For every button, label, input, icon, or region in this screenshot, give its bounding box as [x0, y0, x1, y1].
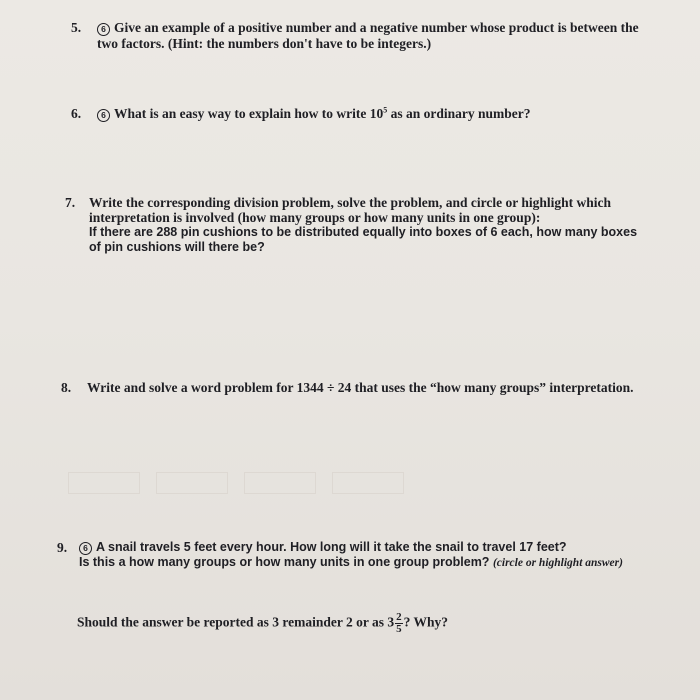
instruction-note: (circle or highlight answer)	[492, 557, 623, 569]
bleed-box	[68, 472, 140, 494]
question-text: What is an easy way to explain how to write 10	[114, 106, 384, 121]
bleed-box	[156, 472, 228, 494]
question-text-line: A snail travels 5 feet every hour. How long will it take the snail to travel 17 feet?	[96, 540, 567, 554]
bleed-box	[244, 472, 316, 494]
fraction-denominator: 5	[396, 623, 402, 635]
question-number: 7.	[65, 195, 76, 210]
question-text: Should the answer be reported as 3 remainder 2 or as 3	[77, 614, 395, 630]
question-text: Write and solve a word problem for 1344 ÷ 24 that uses the “how many groups” interpretation.	[87, 380, 634, 395]
question-5	[71, 20, 671, 54]
question-text-line: Write the corresponding division problem, solve the problem, and circle or highlight which	[89, 195, 612, 210]
question-number: 8.	[61, 380, 72, 395]
question-6	[71, 106, 671, 124]
question-number: 9.	[57, 540, 68, 555]
mixed-number-fraction	[395, 612, 403, 635]
circled-number-icon: 6	[97, 109, 110, 122]
bleed-through-boxes	[68, 472, 438, 492]
question-text-line: of pin cushions will there be?	[89, 240, 265, 254]
bleed-box	[332, 472, 404, 494]
circled-number-icon: 6	[79, 542, 92, 555]
question-9	[57, 540, 677, 640]
question-text-line: Is this a how many groups or how many units in one group problem?	[79, 555, 490, 569]
fraction-numerator: 2	[396, 611, 402, 623]
question-text-line: If there are 288 pin cushions to be distributed equally into boxes of 6 each, how many boxes	[89, 225, 638, 239]
question-text-line: two factors. (Hint: the numbers don't have to be integers.)	[97, 36, 432, 51]
question-number: 6.	[71, 106, 82, 121]
question-8	[61, 380, 681, 398]
circled-number-icon: 6	[97, 23, 110, 36]
question-text: ? Why?	[403, 614, 449, 630]
question-number: 5.	[71, 20, 82, 35]
question-text-line: Give an example of a positive number and a negative number whose product is between the	[114, 20, 639, 35]
question-text: as an ordinary number?	[387, 106, 531, 121]
exponent: 5	[383, 105, 388, 115]
question-9-followup	[77, 612, 637, 635]
question-text-line: interpretation is involved (how many groups or how many units in one group):	[89, 210, 541, 225]
question-7	[65, 195, 675, 259]
